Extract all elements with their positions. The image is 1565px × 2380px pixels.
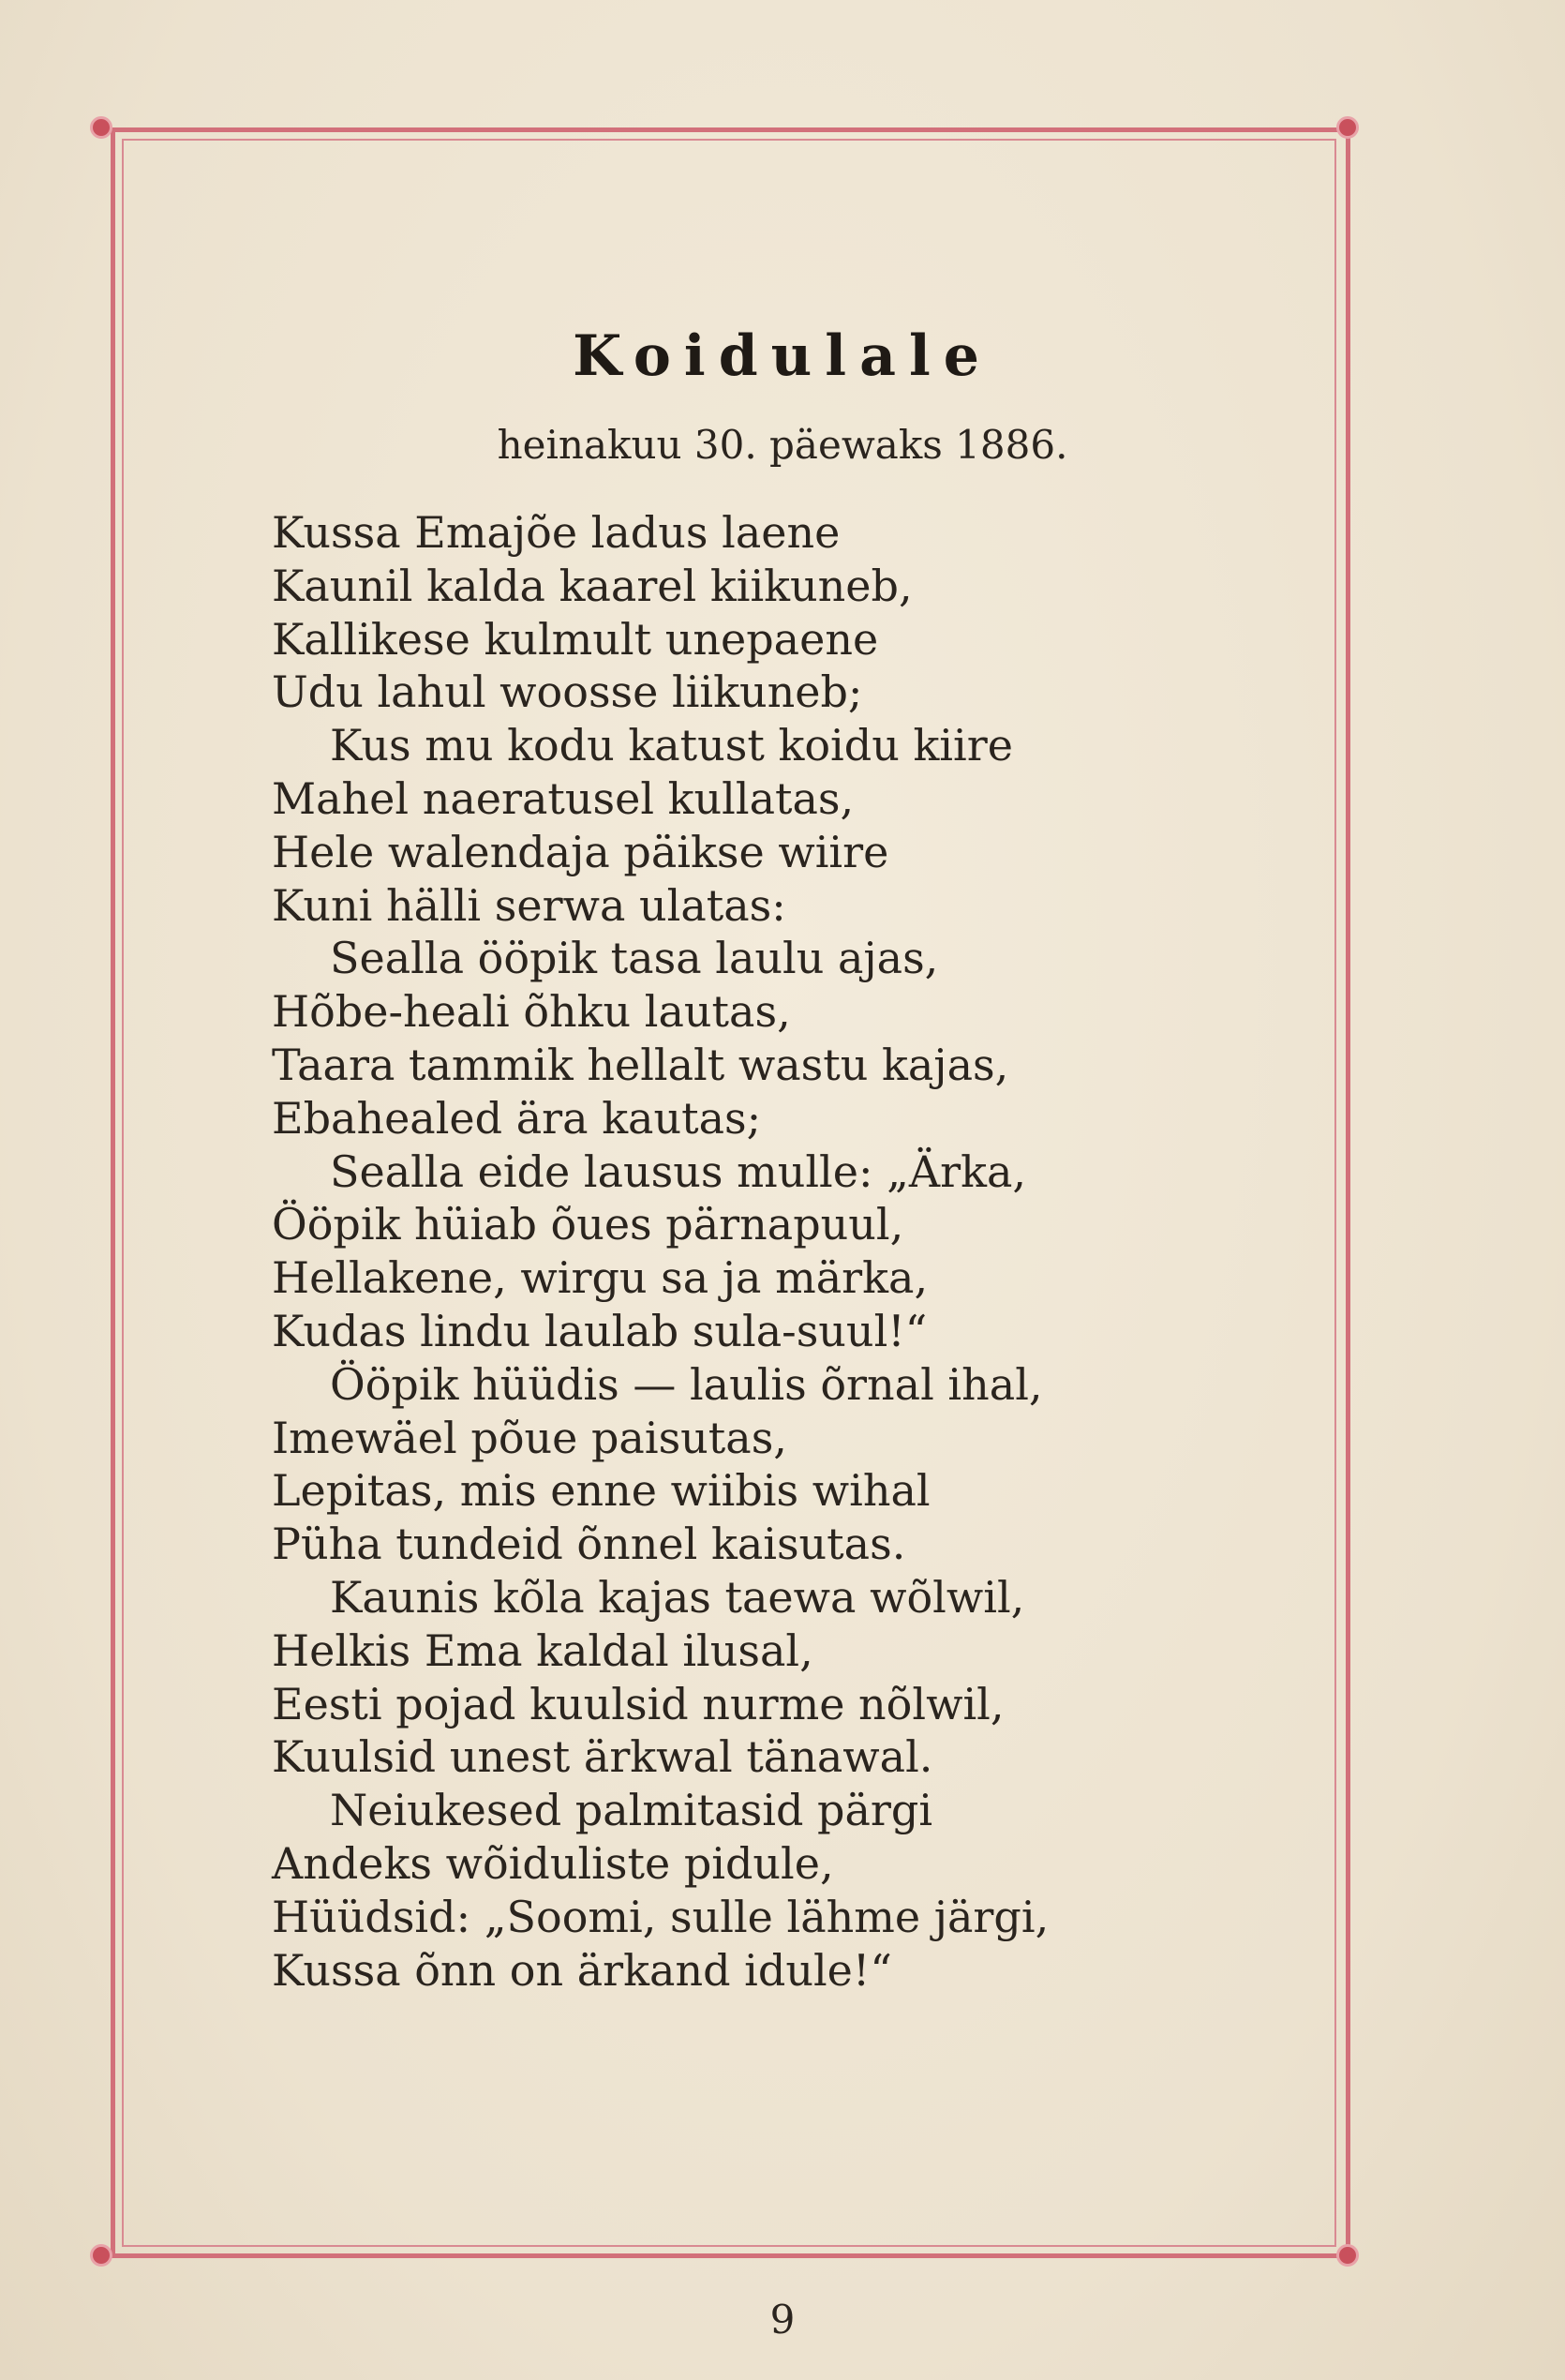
poem-line: Udu lahul woosse liikuneb; bbox=[272, 666, 863, 718]
poem-line: Ööpik hüüdis — laulis õrnal ihal, bbox=[330, 1358, 1043, 1410]
poem-line: Helkis Ema kaldal ilusal, bbox=[272, 1624, 813, 1676]
poem-line: Mahel naeratusel kullatas, bbox=[272, 772, 855, 824]
poem-title: Koidulale bbox=[573, 323, 992, 389]
poem-dedication-date: heinakuu 30. päewaks 1886. bbox=[497, 422, 1068, 468]
poem-line: Kallikese kulmult unepaene bbox=[272, 613, 879, 665]
frame-inner-top bbox=[122, 139, 1336, 141]
poem-line: Kussa Emajõe ladus laene bbox=[272, 507, 841, 558]
poem-body bbox=[272, 506, 1209, 1997]
poem-line: Hüüdsid: „Soomi, sulle lähme järgi, bbox=[272, 1891, 1050, 1942]
poem-line: Kus mu kodu katust koidu kiire bbox=[330, 720, 1013, 771]
poem-line: Neiukesed palmitasid pärgi bbox=[330, 1785, 933, 1836]
page-number: 9 bbox=[769, 2297, 796, 2343]
poem-line: Ööpik hüiab õues pärnapuul, bbox=[272, 1199, 904, 1250]
poem-line: Kussa õnn on ärkand idule!“ bbox=[272, 1944, 892, 1996]
poem-line: Kuulsid unest ärkwal tänawal. bbox=[272, 1731, 933, 1783]
poem-line: Kaunis kõla kajas taewa wõlwil, bbox=[330, 1571, 1025, 1623]
corner-ornament bbox=[90, 116, 112, 139]
poem-line: Kudas lindu laulab sula-suul!“ bbox=[272, 1305, 928, 1356]
corner-ornament bbox=[1336, 116, 1359, 139]
frame-border-bottom bbox=[101, 2253, 1355, 2258]
poem-line: Sealla ööpik tasa laulu ajas, bbox=[330, 933, 939, 984]
poem-line: Lepitas, mis enne wiibis wihal bbox=[272, 1465, 931, 1517]
poem-line: Püha tundeid õnnel kaisutas. bbox=[272, 1519, 906, 1570]
poem-line: Sealla eide lausus mulle: „Ärka, bbox=[330, 1145, 1027, 1197]
poem-line: Eesti pojad kuulsid nurme nõlwil, bbox=[272, 1678, 1005, 1729]
poem-line: Hellakene, wirgu sa ja märka, bbox=[272, 1252, 929, 1304]
poem-line: Andeks wõiduliste pidule, bbox=[272, 1837, 834, 1889]
poem-line: Taara tammik hellalt wastu kajas, bbox=[272, 1039, 1009, 1090]
poem-line: Hele walendaja päikse wiire bbox=[272, 826, 889, 877]
corner-ornament bbox=[90, 2244, 112, 2267]
poem-line: Kuni hälli serwa ulatas: bbox=[272, 879, 786, 931]
poem-line: Ebahealed ära kautas; bbox=[272, 1092, 762, 1144]
poem-line: Hõbe-heali õhku lautas, bbox=[272, 986, 791, 1038]
frame-inner-bottom bbox=[122, 2245, 1336, 2247]
poem-line: Kaunil kalda kaarel kiikuneb, bbox=[272, 560, 913, 611]
corner-ornament bbox=[1336, 2244, 1359, 2267]
frame-border-top bbox=[101, 127, 1355, 132]
poem-line: Imewäel põue paisutas, bbox=[272, 1412, 787, 1463]
